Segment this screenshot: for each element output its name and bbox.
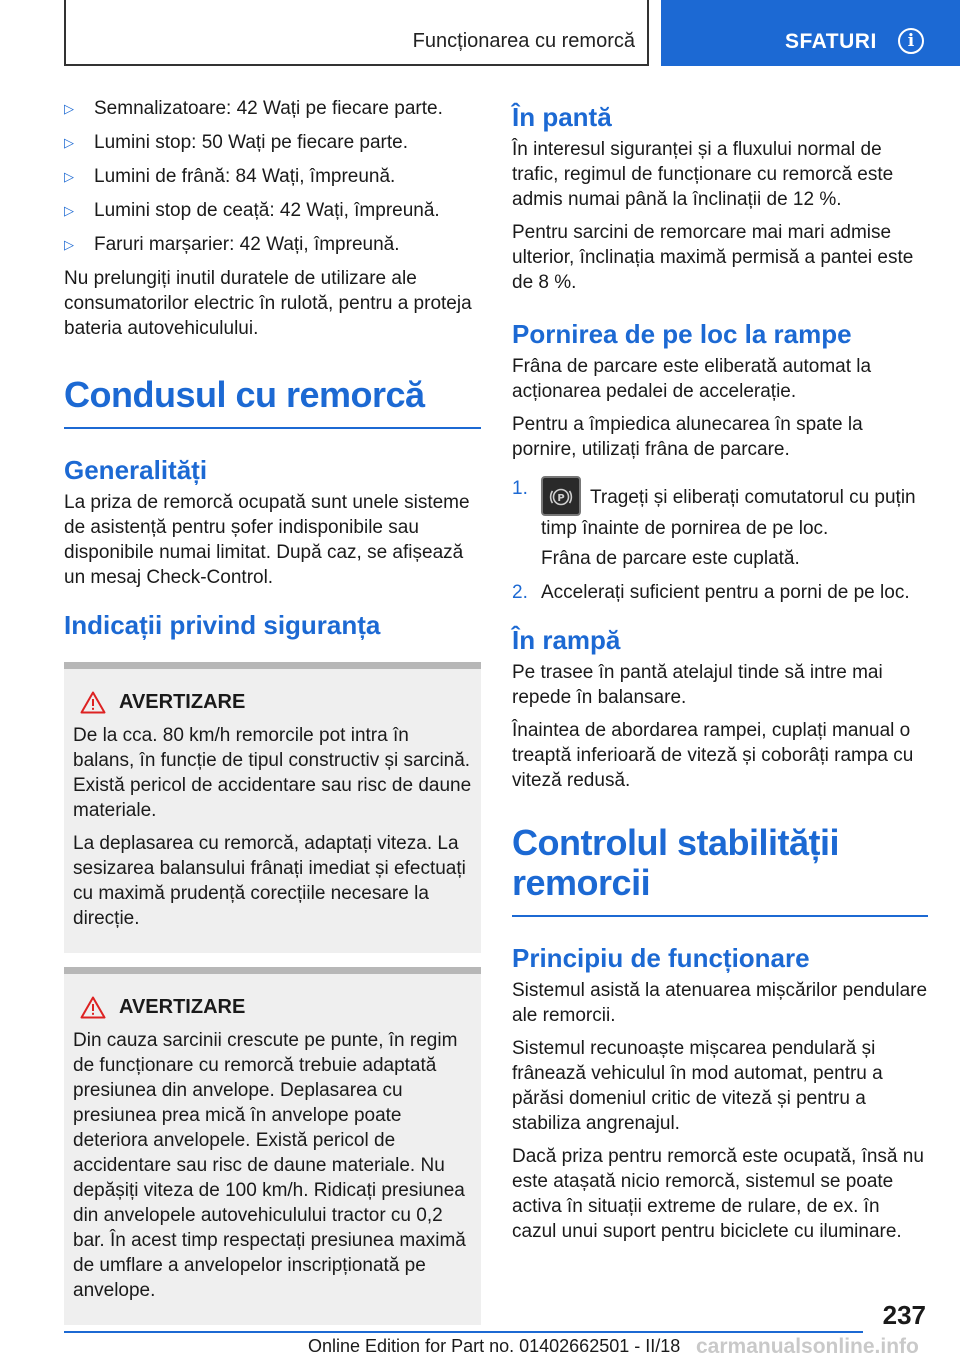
left-column [64, 96, 481, 1325]
list-item: ▷ Lumini stop de ceață: 42 Wați, împreună. [64, 200, 440, 221]
principle-text: Dacă priza pentru remorcă este ocupată, însă nu este atașată nicio remorcă, sistemul se poate activa în situații extreme de rulare, de ex. în cazul unui suport pentru biciclete cu iluminare. [512, 1146, 924, 1242]
section-title-ramp: În rampă [512, 625, 621, 655]
page-number: 237 [882, 1300, 926, 1330]
warning-text: De la cca. 80 km/h remorcile pot intra în balans, în funcție de tipul constructiv și sarcină. Există pericol de accidentare sau risc de daune materiale. [73, 725, 472, 821]
battery-note: Nu prelungiți inutil duratele de utilizare ale consumatorilor electric în rulotă, pentru a proteja bateria autovehiculului. [64, 268, 472, 339]
page-header [0, 0, 960, 66]
chapter-divider [64, 427, 481, 429]
general-text: La priza de remorcă ocupată sunt unele sisteme de asistență pentru șofer indisponibile sau disponibile numai limitat. După caz, se afișează un mesaj Check-Control. [64, 492, 470, 588]
principle-text: Sistemul recunoaște mișcarea pendulară și frânează vehiculul în mod automat, pentru a părăsi domeniul critic de viteză și pentru a stabiliza angrenajul. [512, 1038, 883, 1134]
ramp-start-text: Pentru a împiedica alunecarea în spate la pornire, utilizați frâna de parcare. [512, 414, 863, 460]
ramp-text: Pe trasee în pantă atelajul tinde să intre mai repede în balansare. [512, 662, 883, 708]
header-tab-label: SFATURI [785, 30, 877, 53]
warning-header [73, 994, 472, 1020]
section-title-ramp-start: Pornirea de pe loc la rampe [512, 319, 852, 349]
principle-text: Sistemul asistă la atenuarea mișcărilor pendulare ale remorcii. [512, 980, 928, 1026]
step-number: 2. [512, 582, 528, 603]
warning-triangle-icon [73, 996, 119, 1019]
header-section-box [64, 0, 649, 66]
list-item: 2. Accelerați suficient pentru a porni de pe loc. [512, 582, 910, 603]
chapter-divider [512, 915, 928, 917]
section-title-safety: Indicații privind siguranța [64, 610, 381, 640]
ramp-start-steps [512, 476, 928, 605]
triangle-bullet-icon: ▷ [64, 169, 74, 184]
warning-text: La deplasarea cu remorcă, adaptați viteza. La sesizarea balansului frânați imediat și efectuați cu maximă prudență corecțiile necesare la direcție. [73, 833, 466, 929]
info-icon: i [898, 28, 924, 54]
triangle-bullet-icon: ▷ [64, 135, 74, 150]
page-footer [0, 1300, 960, 1362]
warning-box [64, 662, 481, 953]
slope-text: Pentru sarcini de remorcare mai mari admise ulterior, înclinația maximă permisă a pantei este de 8 %. [512, 222, 914, 293]
bulb-wattage-list [64, 96, 481, 257]
warning-header [73, 689, 472, 715]
ramp-start-text: Frâna de parcare este eliberată automat la acționarea pedalei de accelerație. [512, 356, 872, 402]
triangle-bullet-icon: ▷ [64, 237, 74, 252]
warning-title: AVERTIZARE [119, 995, 246, 1018]
step-result: Frâna de parcare este cuplată. [541, 548, 800, 569]
triangle-bullet-icon: ▷ [64, 203, 74, 218]
ramp-text: Înaintea de abordarea rampei, cuplați manual o treaptă inferioară de viteză și coborâți rampa cu viteză redusă. [512, 720, 914, 791]
section-title-slope: În pantă [512, 102, 612, 132]
chapter-title: Controlul stabilității remorcii [512, 822, 839, 903]
list-item: ▷ Lumini stop: 50 Wați pe fiecare parte. [64, 132, 409, 153]
right-column [512, 96, 928, 1252]
triangle-bullet-icon: ▷ [64, 101, 74, 116]
slope-text: În interesul siguranței și a fluxului normal de trafic, regimul de funcționare cu remorcă este admis numai până la înclinații de 12 %. [512, 139, 894, 210]
section-title-principle: Principiu de funcționare [512, 943, 810, 973]
parking-brake-switch-icon [541, 476, 581, 516]
list-item: ▷ Faruri marșarier: 42 Wați, împreună. [64, 234, 400, 255]
list-item: ▷ Semnalizatoare: 42 Wați pe fiecare parte. [64, 98, 443, 119]
header-section-title: Funcționarea cu remorcă [412, 30, 635, 52]
warning-text: Din cauza sarcinii crescute pe punte, în regim de funcționare cu remorcă trebuie adaptată presiunea din anvelope. Deplasarea cu presiunea prea mică în anvelope poate deteriora anvelopele. Există pericol de accidentare sau risc de daune materiale. Nu depășiți viteza de 100 km/h. Ridicați presiunea din anvelopele autovehiculului tractor cu 0,2 bar. În acest timp respectați presiunea maximă de umflare a anvelopelor inscripționată pe anvelope. [73, 1030, 466, 1301]
section-title-general: Generalități [64, 455, 208, 485]
footer-divider [64, 1331, 863, 1333]
header-tab-tips[interactable] [661, 0, 960, 66]
warning-box [64, 967, 481, 1325]
edition-text: Online Edition for Part no. 01402662501 - II/18 [308, 1336, 681, 1356]
chapter-title: Condusul cu remorcă [64, 374, 425, 415]
warning-triangle-icon [73, 691, 119, 714]
step-number: 1. [512, 478, 528, 499]
warning-title: AVERTIZARE [119, 690, 246, 713]
svg-text:P: P [557, 493, 565, 504]
list-item: ▷ Lumini de frână: 84 Wați, împreună. [64, 166, 396, 187]
watermark: carmanualsonline.info [696, 1335, 919, 1358]
list-item: 1. P Trageți și eliberați comutatorul cu puțin timp înainte de pornirea de pe loc. Frâna de parcare este cuplată. [512, 476, 928, 571]
